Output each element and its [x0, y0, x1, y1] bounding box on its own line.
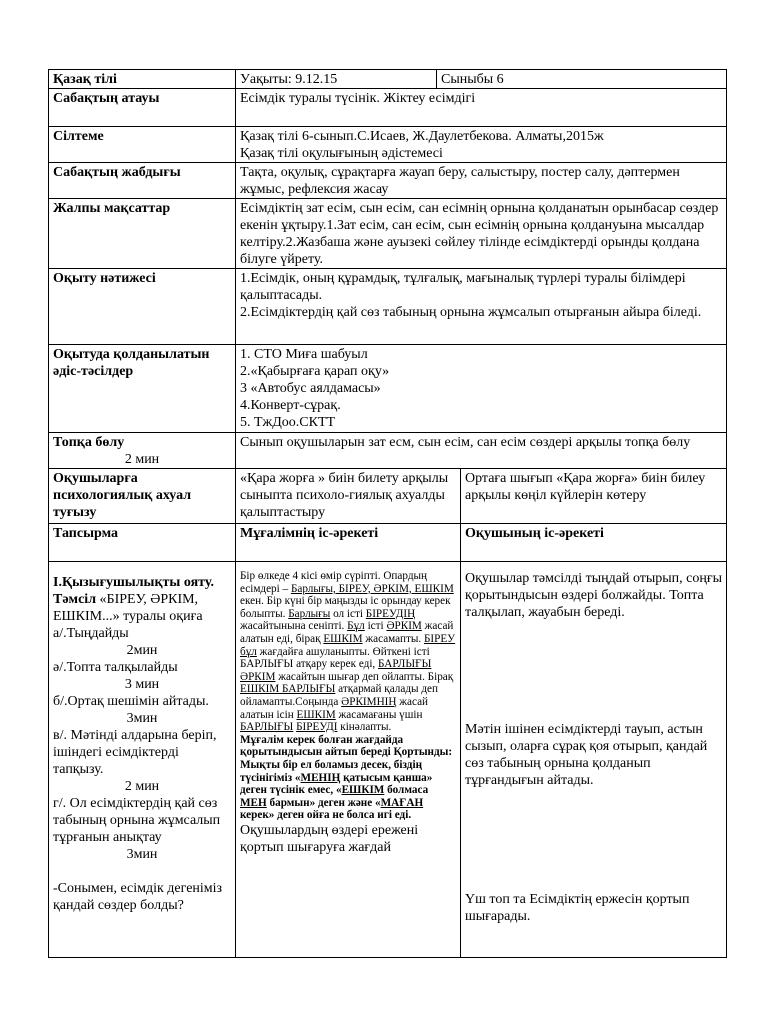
- method-item: 1. СТО Миға шабуыл: [240, 347, 368, 362]
- spacer: [465, 789, 722, 891]
- grouping-label: Топқа бөлу: [53, 435, 125, 450]
- story-text: кінәлапты.: [337, 721, 392, 734]
- outcome-label: Оқыту нәтижесі: [49, 269, 236, 345]
- task-cell: [49, 562, 236, 958]
- reference-label: Сілтеме: [49, 127, 236, 163]
- task-step-time: 3мин: [126, 847, 158, 862]
- outcome-line: 1.Есімдік, оның құрамдық, тұлғалық, мағыналық түрлері туралы білімдері қалыптасады.: [240, 271, 686, 303]
- conclusion-text-underlined-bold: МЕНІҢ: [300, 771, 341, 784]
- method-item: 2.«Қабырғаға қарап оқу»: [240, 364, 390, 379]
- grouping-row: [49, 433, 727, 469]
- story-text-underlined: ЕШКІМ: [323, 632, 363, 645]
- column-header-row: [49, 524, 727, 562]
- grouping-value: Сынып оқушыларын зат есм, сын есім, сан есім сөздері арқылы топқа бөлу: [236, 433, 727, 469]
- story-text: екен. Бір күні бір маңызды іс орындау керек болыпты.: [240, 595, 451, 620]
- grouping-label-cell: [49, 433, 236, 469]
- story-text: істі: [364, 620, 387, 633]
- mood-student: Ортаға шығып «Қара жорға» биін билеу арқылы көңіл күйлерін көтеру: [461, 469, 727, 524]
- topic-row: [49, 89, 727, 127]
- student-second: Мәтін ішінен есімдіктерді тауып, астын сызып, оларға сұрақ қоя отырып, қандай сөз табының орнына қолданып тұрғандығын айтады.: [465, 722, 708, 788]
- task-step: а/.Тыңдайды: [53, 626, 129, 641]
- methods-row: [49, 345, 727, 433]
- task-method: [53, 591, 231, 625]
- teacher-conclusion: [240, 734, 456, 822]
- outcome-row: [49, 269, 727, 345]
- outcome-line: 2.Есімдіктердің қай сөз табының орнына жұмсалып отырғанын айыра біледі.: [240, 305, 702, 320]
- topic-value: Есімдік туралы түсінік. Жіктеу есімдігі: [236, 89, 727, 127]
- story-text-underlined: ӘРКІМ: [386, 620, 422, 633]
- task-step-time: 2 мин: [124, 779, 160, 794]
- task-step: ә/.Топта талқылайды: [53, 660, 178, 675]
- reference-line: Қазақ тілі оқулығының әдістемесі: [240, 146, 443, 161]
- column-student: Оқушының іс-әрекеті: [461, 524, 727, 562]
- activity-row: [49, 562, 727, 958]
- story-text: жағдайға ашуланыпты. Өйткені істі БАРЛЫҒЫ атқару керек еді,: [240, 645, 430, 671]
- subject-cell: Қазақ тілі: [49, 70, 236, 89]
- story-text-underlined: БАРЛЫҒЫ: [240, 721, 294, 734]
- story-text: жасай алатын ісін: [240, 695, 429, 721]
- story-text: жасай алатын еді, бірақ: [240, 620, 454, 645]
- story-text-underlined: ӘРКІМ: [240, 670, 276, 683]
- reference-line: Қазақ тілі 6-сынып.С.Исаев, Ж.Даулетбекова. Алматы,2015ж: [240, 129, 604, 144]
- teacher-final: Оқушылардың өздері ережені қортып шығаруға жағдай: [240, 822, 419, 855]
- equipment-value: Тақта, оқулық, сұрақтарға жауап беру, салыстыру, постер салу, дәптермен жұмыс, рефлексия жасау: [236, 163, 727, 199]
- time-cell: Уақыты: 9.12.15: [236, 70, 437, 89]
- story-text: жасайтын шығар деп ойлапты. Бірақ: [275, 670, 454, 683]
- teacher-cell: [236, 562, 461, 958]
- lesson-plan: [48, 69, 726, 958]
- student-cell: [461, 562, 727, 958]
- task-method-text: «БІРЕУ, ӘРКІМ, ЕШКІМ...» туралы оқиға: [53, 592, 203, 624]
- header-row: [49, 70, 727, 89]
- column-teacher: Мұғалімнің іс-әрекеті: [236, 524, 461, 562]
- task-method-label: Тәмсіл: [53, 592, 97, 607]
- story-text: атқармай қалады деп ойламапты.Соңында: [240, 683, 438, 708]
- story-text-underlined: Барлығы: [288, 607, 331, 620]
- topic-label: Сабақтың атауы: [49, 89, 236, 127]
- student-third: Үш топ та Есімдіктің ержесін қортып шығарады.: [465, 892, 690, 924]
- reference-row: [49, 127, 727, 163]
- task-step-time: 2мин: [126, 643, 158, 658]
- mood-row: [49, 469, 727, 524]
- spacer: [465, 621, 722, 721]
- task-step-time: 3мин: [126, 711, 158, 726]
- mood-label: Оқушыларға психологиялық ахуал туғызу: [49, 469, 236, 524]
- reference-value: [236, 127, 727, 163]
- story-text: ол істі: [330, 607, 366, 620]
- story-text-underlined: ЕШКІМ БАРЛЫҒЫ: [240, 683, 336, 696]
- methods-list: [236, 345, 727, 433]
- goals-value: Есімдіктің зат есім, сын есім, сан есімнің орнына қолданатын орынбасар сөздер екенін ұқтыру.1.Зат есім, сан есім, сын есімнің орнына қолдануына мысалдар келтіру.2.Жазбаша және ауызекі сөйлеу тілінде есімдіктерді орынды қолдана білуге үйрету.: [236, 199, 727, 269]
- outcome-value: [236, 269, 727, 345]
- conclusion-text-underlined-bold: МАҒАН: [380, 796, 424, 809]
- goals-row: [49, 199, 727, 269]
- task-step: г/. Ол есімдіктердің қай сөз табының орнына жұмсалып тұрғанын анықтау: [53, 796, 221, 845]
- conclusion-text-underlined-bold: МЕН: [240, 796, 267, 809]
- lesson-plan-table: [48, 69, 727, 958]
- story-text-underlined: ЕШКІМ: [296, 708, 336, 721]
- story-text-underlined: Бұл: [347, 620, 365, 633]
- story-text-underlined: БІРЕУДІҢ: [365, 607, 416, 620]
- column-task: Тапсырма: [49, 524, 236, 562]
- story-text: жасамағаны үшін: [335, 708, 423, 721]
- task-step-time: 3 мин: [124, 677, 160, 692]
- story-text-underlined: БІРЕУДІ: [296, 721, 338, 734]
- equipment-row: [49, 163, 727, 199]
- task-step: б/.Ортақ шешімін айтады.: [53, 694, 209, 709]
- grouping-time: 2 мин: [124, 452, 160, 467]
- equipment-label: Сабақтың жабдығы: [49, 163, 236, 199]
- story-text-underlined: Барлығы, БІРЕУ, ӘРКІМ, ЕШКІМ: [290, 582, 454, 595]
- method-item: 5. ТжДоо.СКТТ: [240, 415, 336, 430]
- story-text-underlined: БАРЛЫҒЫ: [378, 658, 432, 671]
- story-text: жасайтынына сеніпті.: [240, 620, 348, 633]
- methods-label: Оқытуда қолданылатын әдіс-тәсілдер: [49, 345, 236, 433]
- teacher-story: [240, 570, 456, 734]
- task-step: в/. Мәтінді алдарына беріп, ішіндегі есімдіктерді тапқызу.: [53, 728, 217, 777]
- story-text-underlined: ӘРКІМНІҢ: [341, 695, 397, 708]
- task-question: -Сонымен, есімдік дегеніміз қандай сөздер болды?: [53, 881, 223, 913]
- conclusion-text-bold: Мұғалім керек болған жағдайда қорытындысын айтып береді Қортынды:: [240, 733, 453, 759]
- conclusion-text-bold: бармын» деген және «: [266, 796, 381, 809]
- spacer: [53, 863, 231, 880]
- method-item: 4.Конверт-сұрақ.: [240, 398, 341, 413]
- story-text: жасамапты.: [362, 632, 424, 645]
- conclusion-text-underlined-bold: ЕШКІМ: [341, 784, 385, 797]
- conclusion-text-bold: Мықты бір ел боламыз десек, біздің түсінігіміз «: [240, 758, 423, 784]
- grade-cell: Сыныбы 6: [437, 70, 727, 89]
- mood-teacher: «Қара жорға » биін билету арқылы сыныпта психоло-гиялық ахуалды қалыптастыру: [236, 469, 461, 524]
- story-text-underlined: БІРЕУ бұл: [240, 632, 456, 658]
- method-item: 3 «Автобус аялдамасы»: [240, 381, 381, 396]
- conclusion-text-bold: керек» деген ойға не болса игі еді.: [240, 809, 412, 822]
- conclusion-text-bold: болмаса: [384, 784, 429, 797]
- student-first: Оқушылар тәмсілді тыңдай отырып, соңғы қорытындысын өздері болжайды. Топта талқылап, жауабын береді.: [465, 571, 723, 620]
- story-text: Бір өлкеде 4 кісі өмір сүріпті. Опардың есімдері –: [240, 570, 428, 595]
- goals-label: Жалпы мақсаттар: [49, 199, 236, 269]
- task-heading: І.Қызығушылықты ояту.: [53, 575, 214, 590]
- conclusion-text-bold: қатысым қанша» деген түсінік емес, «: [240, 771, 433, 797]
